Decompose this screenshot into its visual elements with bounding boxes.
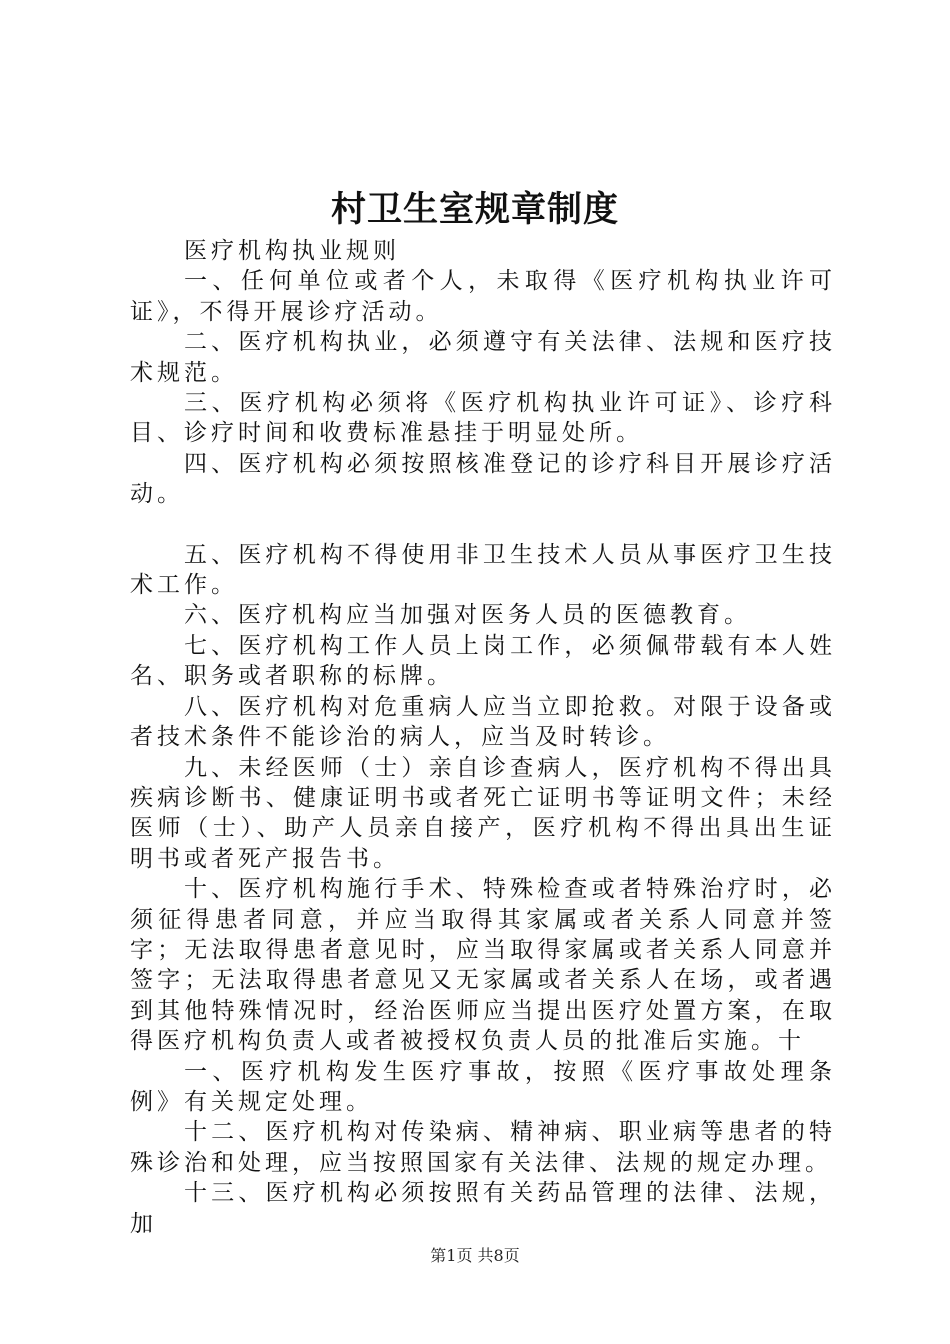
rule-paragraph: 六、医疗机构应当加强对医务人员的医德教育。 <box>184 602 751 629</box>
rule-paragraph: 四、医疗机构必须按照核准登记的诊疗科目开展诊疗活动。 <box>130 450 836 508</box>
rule-paragraph: 九、未经医师（士）亲自诊查病人，医疗机构不得出具疾病诊断书、健康证明书或者死亡证明书等证明文件；未经医师（士）、助产人员亲自接产，医疗机构不得出具出生证明书或者死产报告书。 <box>130 754 836 872</box>
rule-paragraph: 一、任何单位或者个人，未取得《医疗机构执业许可证》，不得开展诊疗活动。 <box>130 268 836 325</box>
rule-paragraph: 八、医疗机构对危重病人应当立即抢救。对限于设备或者技术条件不能诊治的病人，应当及时转诊。 <box>130 693 836 751</box>
rule-paragraph: 七、医疗机构工作人员上岗工作，必须佩带载有本人姓名、职务或者职称的标牌。 <box>130 632 836 690</box>
section-heading: 医疗机构执业规则 <box>184 238 400 264</box>
page-number: 第1页 共8页 <box>430 1246 520 1265</box>
document-title: 村卫生室规章制度 <box>330 189 619 230</box>
rule-paragraph: 三、医疗机构必须将《医疗机构执业许可证》、诊疗科目、诊疗时间和收费标准悬挂于明显处所。 <box>130 390 836 447</box>
rule-paragraph: 十三、医疗机构必须按照有关药品管理的法律、法规，加 <box>130 1180 836 1237</box>
rule-paragraph: 五、医疗机构不得使用非卫生技术人员从事医疗卫生技术工作。 <box>130 541 836 599</box>
rule-paragraph: 十二、医疗机构对传染病、精神病、职业病等患者的特殊诊治和处理，应当按照国家有关法律、法规的规定办理。 <box>130 1119 836 1176</box>
document-body <box>130 236 836 1239</box>
rule-paragraph: 十、医疗机构施行手术、特殊检查或者特殊治疗时，必须征得患者同意，并应当取得其家属或者关系人同意并签字；无法取得患者意见时，应当取得家属或者关系人同意并签字；无法取得患者意见又无家属或者关系人在场，或者遇到其他特殊情况时，经治医师应当提出医疗处置方案，在取得医疗机构负责人或者被授权负责人员的批准后实施。十 <box>130 876 836 1055</box>
rule-paragraph: 一、医疗机构发生医疗事故，按照《医疗事故处理条例》有关规定处理。 <box>130 1058 836 1115</box>
rule-paragraph: 二、医疗机构执业，必须遵守有关法律、法规和医疗技术规范。 <box>130 329 836 386</box>
